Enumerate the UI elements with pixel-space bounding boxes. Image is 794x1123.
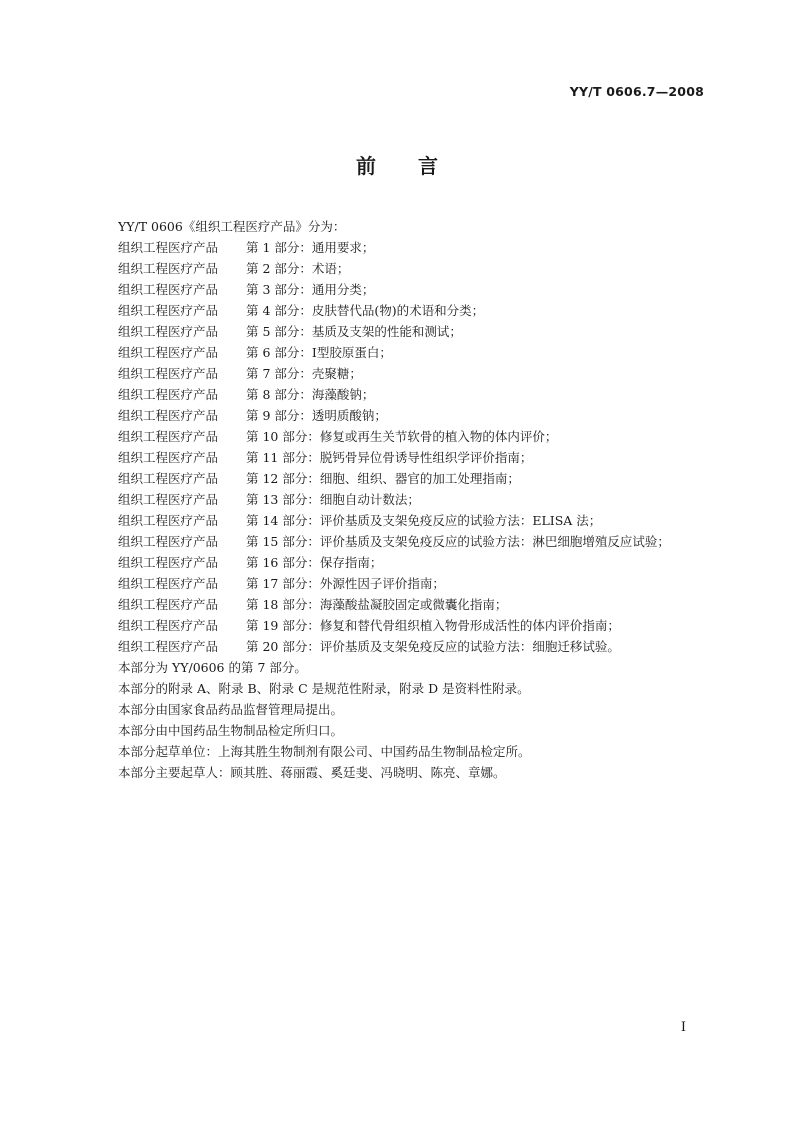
series-prefix: 组织工程医疗产品 <box>118 534 219 549</box>
series-prefix: 组织工程医疗产品 <box>118 492 219 507</box>
intro-line: YY/T 0606《组织工程医疗产品》分为： <box>118 219 346 234</box>
part-title: 第 9 部分：透明质酸钠； <box>246 408 387 423</box>
series-prefix: 组织工程医疗产品 <box>118 282 219 297</box>
series-prefix: 组织工程医疗产品 <box>118 471 219 486</box>
list-item <box>118 468 718 489</box>
part-title: 第 12 部分：细胞、组织、器官的加工处理指南； <box>246 471 520 486</box>
note-line: 本部分为 YY/0606 的第 7 部分。 <box>118 660 307 675</box>
part-title: 第 8 部分：海藻酸钠； <box>246 387 375 402</box>
part-title: 第 19 部分：修复和替代骨组织植入物骨形成活性的体内评价指南； <box>246 618 620 633</box>
part-title: 第 7 部分：壳聚糖； <box>246 366 362 381</box>
list-item <box>118 426 718 447</box>
part-title: 第 16 部分：保存指南； <box>246 555 383 570</box>
series-prefix: 组织工程医疗产品 <box>118 366 219 381</box>
list-item <box>118 489 718 510</box>
list-item <box>118 237 718 258</box>
series-prefix: 组织工程医疗产品 <box>118 597 219 612</box>
list-item <box>118 405 718 426</box>
series-prefix: 组织工程医疗产品 <box>118 240 219 255</box>
page-title: 前言 <box>356 154 480 178</box>
part-title: 第 14 部分：评价基质及支架免疫反应的试验方法：ELISA 法； <box>246 513 602 528</box>
list-item <box>118 279 718 300</box>
part-title: 第 6 部分：Ⅰ型胶原蛋白； <box>246 345 392 360</box>
series-prefix: 组织工程医疗产品 <box>118 303 219 318</box>
series-prefix: 组织工程医疗产品 <box>118 513 219 528</box>
series-prefix: 组织工程医疗产品 <box>118 639 219 654</box>
notes-list <box>118 657 718 783</box>
series-prefix: 组织工程医疗产品 <box>118 387 219 402</box>
part-title: 第 20 部分：评价基质及支架免疫反应的试验方法：细胞迁移试验。 <box>246 639 620 654</box>
note-line: 本部分由中国药品生物制品检定所归口。 <box>118 723 344 738</box>
series-prefix: 组织工程医疗产品 <box>118 429 219 444</box>
part-title: 第 4 部分：皮肤替代品(物)的术语和分类； <box>246 303 485 318</box>
part-title: 第 1 部分：通用要求； <box>246 240 375 255</box>
page-number: I <box>680 1020 686 1035</box>
series-prefix: 组织工程医疗产品 <box>118 450 219 465</box>
part-title: 第 15 部分：评价基质及支架免疫反应的试验方法：淋巴细胞增殖反应试验； <box>246 534 670 549</box>
list-item <box>118 552 718 573</box>
list-item <box>118 636 718 657</box>
parts-list <box>118 237 718 657</box>
part-title: 第 5 部分：基质及支架的性能和测试； <box>246 324 462 339</box>
list-item <box>118 573 718 594</box>
list-item <box>118 615 718 636</box>
series-prefix: 组织工程医疗产品 <box>118 324 219 339</box>
series-prefix: 组织工程医疗产品 <box>118 408 219 423</box>
list-item <box>118 531 718 552</box>
part-title: 第 2 部分：术语； <box>246 261 350 276</box>
list-item <box>118 510 718 531</box>
part-title: 第 3 部分：通用分类； <box>246 282 375 297</box>
part-title: 第 11 部分：脱钙骨异位骨诱导性组织学评价指南； <box>246 450 533 465</box>
list-item <box>118 300 718 321</box>
series-prefix: 组织工程医疗产品 <box>118 555 219 570</box>
list-item <box>118 363 718 384</box>
part-title: 第 13 部分：细胞自动计数法； <box>246 492 420 507</box>
list-item <box>118 594 718 615</box>
list-item <box>118 342 718 363</box>
series-prefix: 组织工程医疗产品 <box>118 576 219 591</box>
part-title: 第 10 部分：修复或再生关节软骨的植入物的体内评价； <box>246 429 558 444</box>
list-item <box>118 321 718 342</box>
document-body <box>118 216 718 783</box>
list-item <box>118 384 718 405</box>
note-line: 本部分起草单位：上海其胜生物制剂有限公司、中国药品生物制品检定所。 <box>118 744 531 759</box>
series-prefix: 组织工程医疗产品 <box>118 345 219 360</box>
series-prefix: 组织工程医疗产品 <box>118 618 219 633</box>
standard-code: YY/T 0606.7—2008 <box>569 84 704 99</box>
part-title: 第 18 部分：海藻酸盐凝胶固定或微囊化指南； <box>246 597 508 612</box>
note-line: 本部分的附录 A、附录 B、附录 C 是规范性附录，附录 D 是资料性附录。 <box>118 681 530 696</box>
list-item <box>118 258 718 279</box>
list-item <box>118 447 718 468</box>
note-line: 本部分由国家食品药品监督管理局提出。 <box>118 702 344 717</box>
note-line: 本部分主要起草人：顾其胜、蒋丽霞、奚廷斐、冯晓明、陈亮、章娜。 <box>118 765 506 780</box>
series-prefix: 组织工程医疗产品 <box>118 261 219 276</box>
part-title: 第 17 部分：外源性因子评价指南； <box>246 576 445 591</box>
